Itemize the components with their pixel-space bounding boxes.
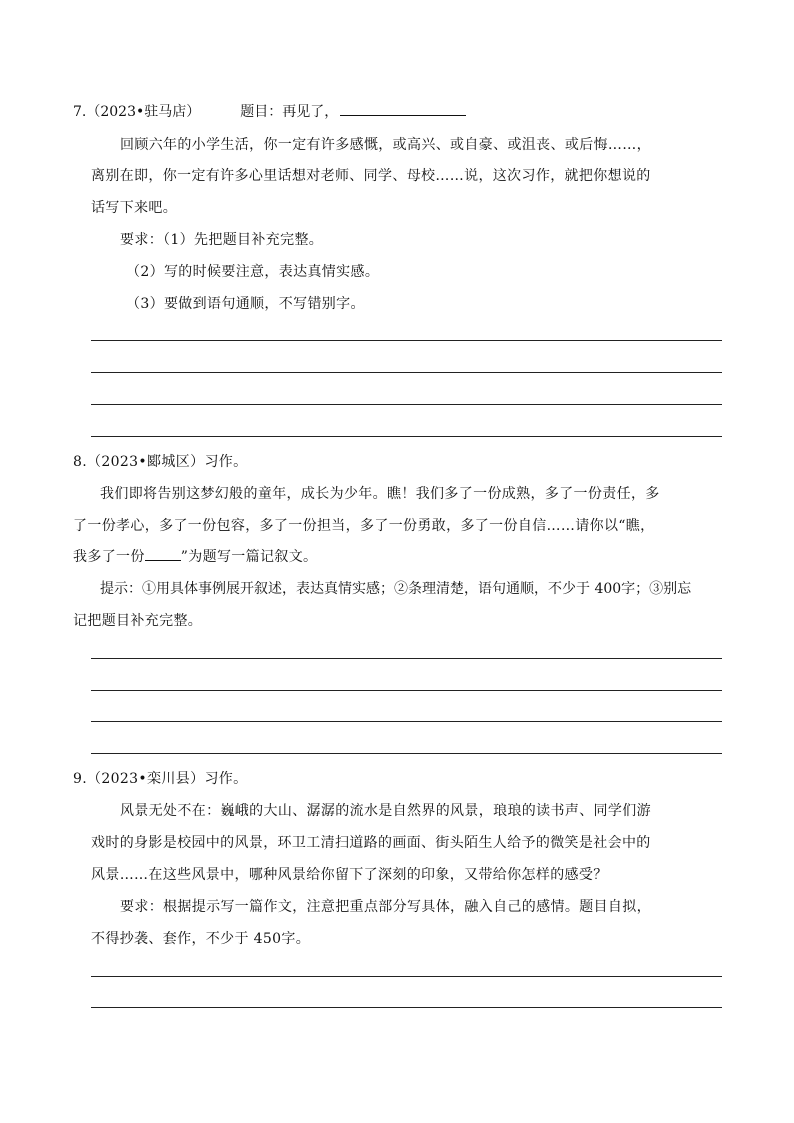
q7-paragraph-line2: 离别在即，你一定有许多心里话想对老师、同学、母校……说，这次习作，就把你想说的 (91, 168, 651, 184)
q9-paragraph-line1: 风景无处不在：巍峨的大山、潺潺的流水是自然界的风景，琅琅的读书声、同学们游 (120, 803, 651, 819)
q7-paragraph-line1: 回顾六年的小学生活，你一定有许多感慨，或高兴、或自豪、或沮丧、或后悔……， (120, 137, 651, 153)
answer-line[interactable] (91, 340, 722, 341)
q7-requirement-1: 要求：（1）先把题目补充完整。 (120, 232, 324, 248)
answer-line[interactable] (91, 690, 722, 691)
q9-paragraph-line3: 风景……在这些风景中，哪种风景给你留下了深刻的印象，又带给你怎样的感受？ (91, 867, 608, 883)
q8-tip-line2: 记把题目补充完整。 (73, 613, 203, 629)
q8-paragraph-line1: 我们即将告别这梦幻般的童年，成长为少年。瞧！我们多了一份成熟，多了一份责任，多 (100, 486, 660, 502)
q8-line3-start: 我多了一份 (73, 549, 145, 565)
q9-requirement-line1: 要求：根据提示写一篇作文，注意把重点部分写具体，融入自己的感情。题目自拟， (120, 899, 651, 915)
answer-line[interactable] (91, 658, 722, 659)
answer-line[interactable] (91, 436, 722, 437)
title-blank[interactable] (340, 101, 466, 116)
question-8-header: 8.（2023•郾城区）习作。 (73, 454, 248, 470)
answer-line[interactable] (91, 372, 722, 373)
answer-line[interactable] (91, 753, 722, 754)
question-9-header: 9.（2023•栾川县）习作。 (73, 771, 248, 787)
question-7-source: 7.（2023•驻马店） (73, 104, 201, 120)
answer-line[interactable] (91, 1007, 722, 1008)
q7-requirement-3: （3）要做到语句通顺，不写错别字。 (126, 296, 365, 312)
question-7-title-prefix: 题目：再见了， (240, 104, 339, 120)
q9-paragraph-line2: 戏时的身影是校园中的风景，环卫工清扫道路的画面、街头陌生人给予的微笑是社会中的 (91, 835, 651, 851)
q8-paragraph-line3 (73, 546, 317, 566)
q8-line3-end: ”为题写一篇记叙文。 (180, 549, 318, 565)
q9-requirement-line2: 不得抄袭、套作，不少于 450字。 (91, 931, 311, 947)
q8-paragraph-line2: 了一份孝心，多了一份包容，多了一份担当，多了一份勇敢，多了一份自信……请你以“瞧， (73, 518, 655, 534)
q7-paragraph-line3: 话写下来吧。 (91, 200, 178, 216)
question-7-header (73, 101, 466, 121)
answer-line[interactable] (91, 404, 722, 405)
answer-line[interactable] (91, 721, 722, 722)
short-blank[interactable] (145, 548, 181, 561)
q8-tip-line1: 提示：①用具体事例展开叙述，表达真情实感；②条理清楚，语句通顺，不少于 400字；③别忘 (100, 581, 692, 597)
q7-requirement-2: （2）写的时候要注意，表达真情实感。 (126, 264, 380, 280)
answer-line[interactable] (91, 976, 722, 977)
